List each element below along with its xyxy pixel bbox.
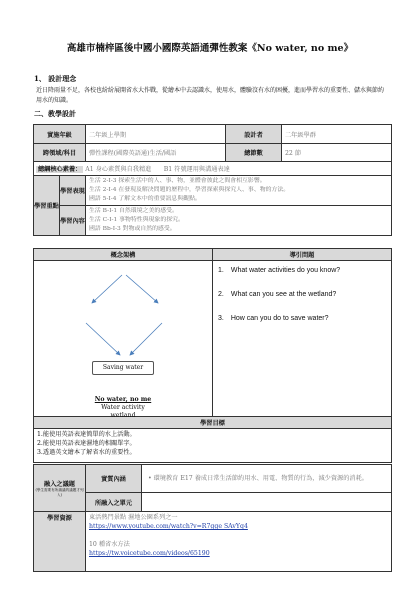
content-item: 生活 C-I-1 事物特性與現象的探究。 xyxy=(89,217,184,223)
unit-value xyxy=(142,493,392,512)
question-item: 1. What water activities do you know? xyxy=(218,267,341,274)
question-item: 3. How can you do to save water? xyxy=(218,315,329,322)
grade-label: 實施年級 xyxy=(34,125,86,144)
performance-list xyxy=(86,176,392,206)
resource-spacer xyxy=(89,531,388,540)
objective-item: 3.透過英文繪本了解省水的重要性。 xyxy=(37,449,136,456)
periods-label: 總節數 xyxy=(226,144,282,162)
core-literacy-value: A1 身心素質與自我精進 B1 符號運用與溝通表達 xyxy=(85,166,230,173)
learning-focus-label: 學習重點 xyxy=(34,176,60,236)
design-concept-text: 近日降雨量不足，各校也紛紛展開省水大作戰，從繪本中去認識水，使用水，體驗沒有水的困擾，進而學習水的重要性、儲水與節約用水的知識。 xyxy=(36,87,385,104)
info-table xyxy=(33,124,392,162)
content-meaning-bind: 環境教育 E17 養成日常生活節約用水、用電、物質的行為，減少資源的消耗。 xyxy=(153,475,368,482)
section-1-heading: 1、 設計理念 xyxy=(34,74,77,83)
objectives-list xyxy=(34,429,392,463)
resources-label: 學習資源 xyxy=(34,512,86,572)
issues-label: 融入之議題 xyxy=(44,480,75,488)
resource-title: 東活熱門景點 濕地公園系列之一 xyxy=(89,514,178,521)
saving-water-box: Saving water xyxy=(92,361,154,375)
domain-value: 彈性課程(國際英語通)生活/國語 xyxy=(86,144,226,162)
concept-map xyxy=(34,261,213,417)
framework-table xyxy=(33,248,392,463)
framework-caption xyxy=(34,396,212,420)
grade-value: 二年級上學期 xyxy=(86,125,226,144)
framework-heading: 概念架構 xyxy=(34,249,213,261)
objective-item: 2.能使用英語表達濕地的相關單字。 xyxy=(37,440,136,447)
resource-link[interactable]: https://www.youtube.com/watch?v=R7gge SAvYq4 xyxy=(89,523,248,530)
domain-label: 跨領域/科目 xyxy=(34,144,86,162)
issues-label-cell xyxy=(34,465,86,512)
objectives-heading: 學習目標 xyxy=(34,417,392,429)
content-meaning-label: 實質內涵 xyxy=(86,465,142,493)
content-meaning-value xyxy=(142,465,392,493)
arrow-down-left xyxy=(86,323,120,355)
focus-table xyxy=(33,161,392,236)
caption-title: No water, no me xyxy=(94,396,152,403)
concept-map-arrows xyxy=(34,261,212,416)
performance-label: 學習表現 xyxy=(60,176,86,206)
caption-line: Water activity xyxy=(101,404,145,411)
questions-heading: 導引問題 xyxy=(213,249,392,261)
performance-item: 國語 5-I-4 了解文本中的重要訊息與觀點。 xyxy=(89,196,201,202)
core-literacy-label: 總綱核心素養： xyxy=(38,166,82,173)
arrow-left xyxy=(92,275,122,303)
performance-item: 生活 2-I-4 在發現及解決問題的歷程中，學習探索與探究人、事、物的方法。 xyxy=(89,187,290,193)
questions-list xyxy=(213,261,392,417)
content-meaning-text: • 環境教育 E17 養成日常生活節約用水、用電、物質的行為，減少資源的消耗。 xyxy=(148,475,368,482)
content-label: 學習內容 xyxy=(60,206,86,236)
resources-list xyxy=(86,512,392,572)
question-item: 2. What can you see at the wetland? xyxy=(218,291,337,298)
objective-item: 1.能使用英語表達簡單的水上活動。 xyxy=(37,431,136,438)
content-list xyxy=(86,206,392,236)
arrow-right xyxy=(126,275,158,303)
performance-item: 生活 2-I-3 探索生活中的人、事、物，並體會彼此之間會相互影響。 xyxy=(89,178,266,184)
unit-label: 所融入之單元 xyxy=(86,493,142,512)
designer-value: 二年級學群 xyxy=(282,125,392,144)
content-item: 國語 Bb-I-3 對物或自然的感受。 xyxy=(89,226,176,232)
document-title: 高雄市楠梓區後中國小國際英語通彈性教案《No water, no me》 xyxy=(66,43,354,54)
arrow-down-right xyxy=(130,323,162,355)
core-literacy-row xyxy=(34,162,392,176)
issues-note: (學生需要有所識議的議題才列入) xyxy=(35,487,84,497)
caption-line: wetland xyxy=(110,412,136,419)
content-item: 生活 B-I-1 自然環境之美的感受。 xyxy=(89,208,178,214)
designer-label: 設計者 xyxy=(226,125,282,144)
resource-link[interactable]: https://tw.voicetube.com/videos/65190 xyxy=(89,550,210,557)
resource-title: 10 種省水方法 xyxy=(89,541,130,548)
periods-value: 22 節 xyxy=(282,144,392,162)
section-2-heading: 二、教學設計 xyxy=(34,109,76,118)
issues-table xyxy=(33,464,392,572)
